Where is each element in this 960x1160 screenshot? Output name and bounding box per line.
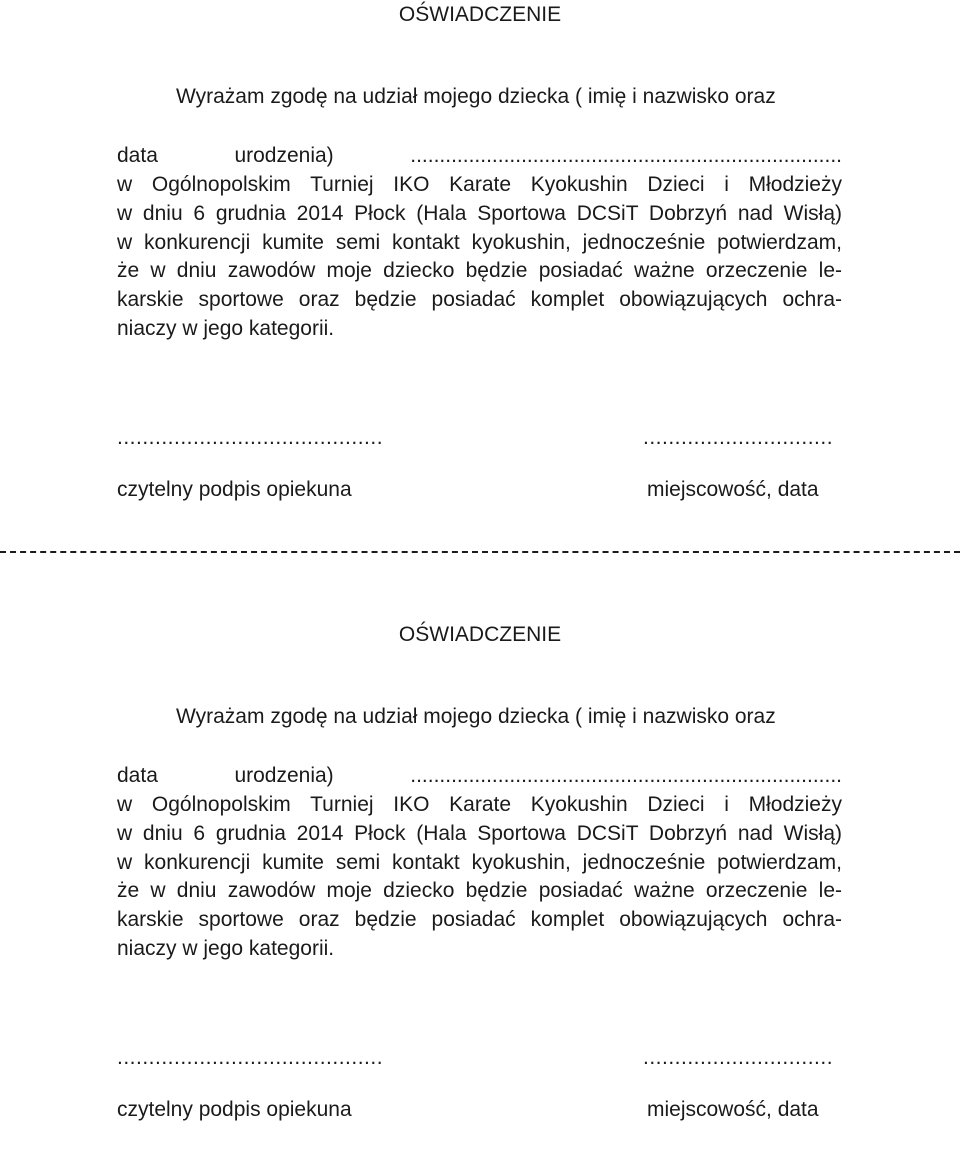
body-line: data urodzenia) .......................................................................... (117, 764, 842, 787)
body-line: karskie sportowe oraz będzie posiadać komplet obowiązujących ochra- (117, 908, 842, 931)
place-date-label: miejscowość, data (647, 1098, 819, 1121)
statement-form-2 (0, 620, 960, 1160)
body-line: data urodzenia) .......................................................................... (117, 144, 842, 167)
body-line: w Ogólnopolskim Turniej IKO Karate Kyokushin Dzieci i Młodzieży (117, 793, 842, 816)
signature-field[interactable]: .......................................... (117, 1046, 384, 1069)
body-line: w Ogólnopolskim Turniej IKO Karate Kyokushin Dzieci i Młodzieży (117, 173, 842, 196)
body-line: że w dniu zawodów moje dziecko będzie posiadać ważne orzeczenie le- (117, 879, 842, 902)
signature-label: czytelny podpis opiekuna (117, 1098, 352, 1121)
statement-title: OŚWIADCZENIE (398, 3, 562, 26)
body-line: w dniu 6 grudnia 2014 Płock (Hala Sportowa DCSiT Dobrzyń nad Wisłą) (117, 202, 842, 225)
body-line: w konkurencji kumite semi kontakt kyokushin, jednocześnie potwierdzam, (117, 851, 842, 874)
body-line: niaczy w jego kategorii. (117, 937, 335, 960)
signature-label: czytelny podpis opiekuna (117, 478, 352, 501)
body-line: w konkurencji kumite semi kontakt kyokushin, jednocześnie potwierdzam, (117, 231, 842, 254)
consent-intro: Wyrażam zgodę na udział mojego dziecka ( imię i nazwisko oraz (176, 85, 776, 108)
statement-form-1 (0, 0, 960, 540)
consent-intro: Wyrażam zgodę na udział mojego dziecka ( imię i nazwisko oraz (176, 705, 776, 728)
statement-title: OŚWIADCZENIE (398, 623, 562, 646)
cut-line-divider (0, 551, 960, 553)
signature-field[interactable]: .......................................... (117, 426, 384, 449)
body-line: karskie sportowe oraz będzie posiadać komplet obowiązujących ochra- (117, 288, 842, 311)
place-date-field[interactable]: .............................. (643, 426, 834, 449)
place-date-label: miejscowość, data (647, 478, 819, 501)
body-line: niaczy w jego kategorii. (117, 317, 335, 340)
place-date-field[interactable]: .............................. (643, 1046, 834, 1069)
body-line: że w dniu zawodów moje dziecko będzie posiadać ważne orzeczenie le- (117, 259, 842, 282)
body-line: w dniu 6 grudnia 2014 Płock (Hala Sportowa DCSiT Dobrzyń nad Wisłą) (117, 822, 842, 845)
